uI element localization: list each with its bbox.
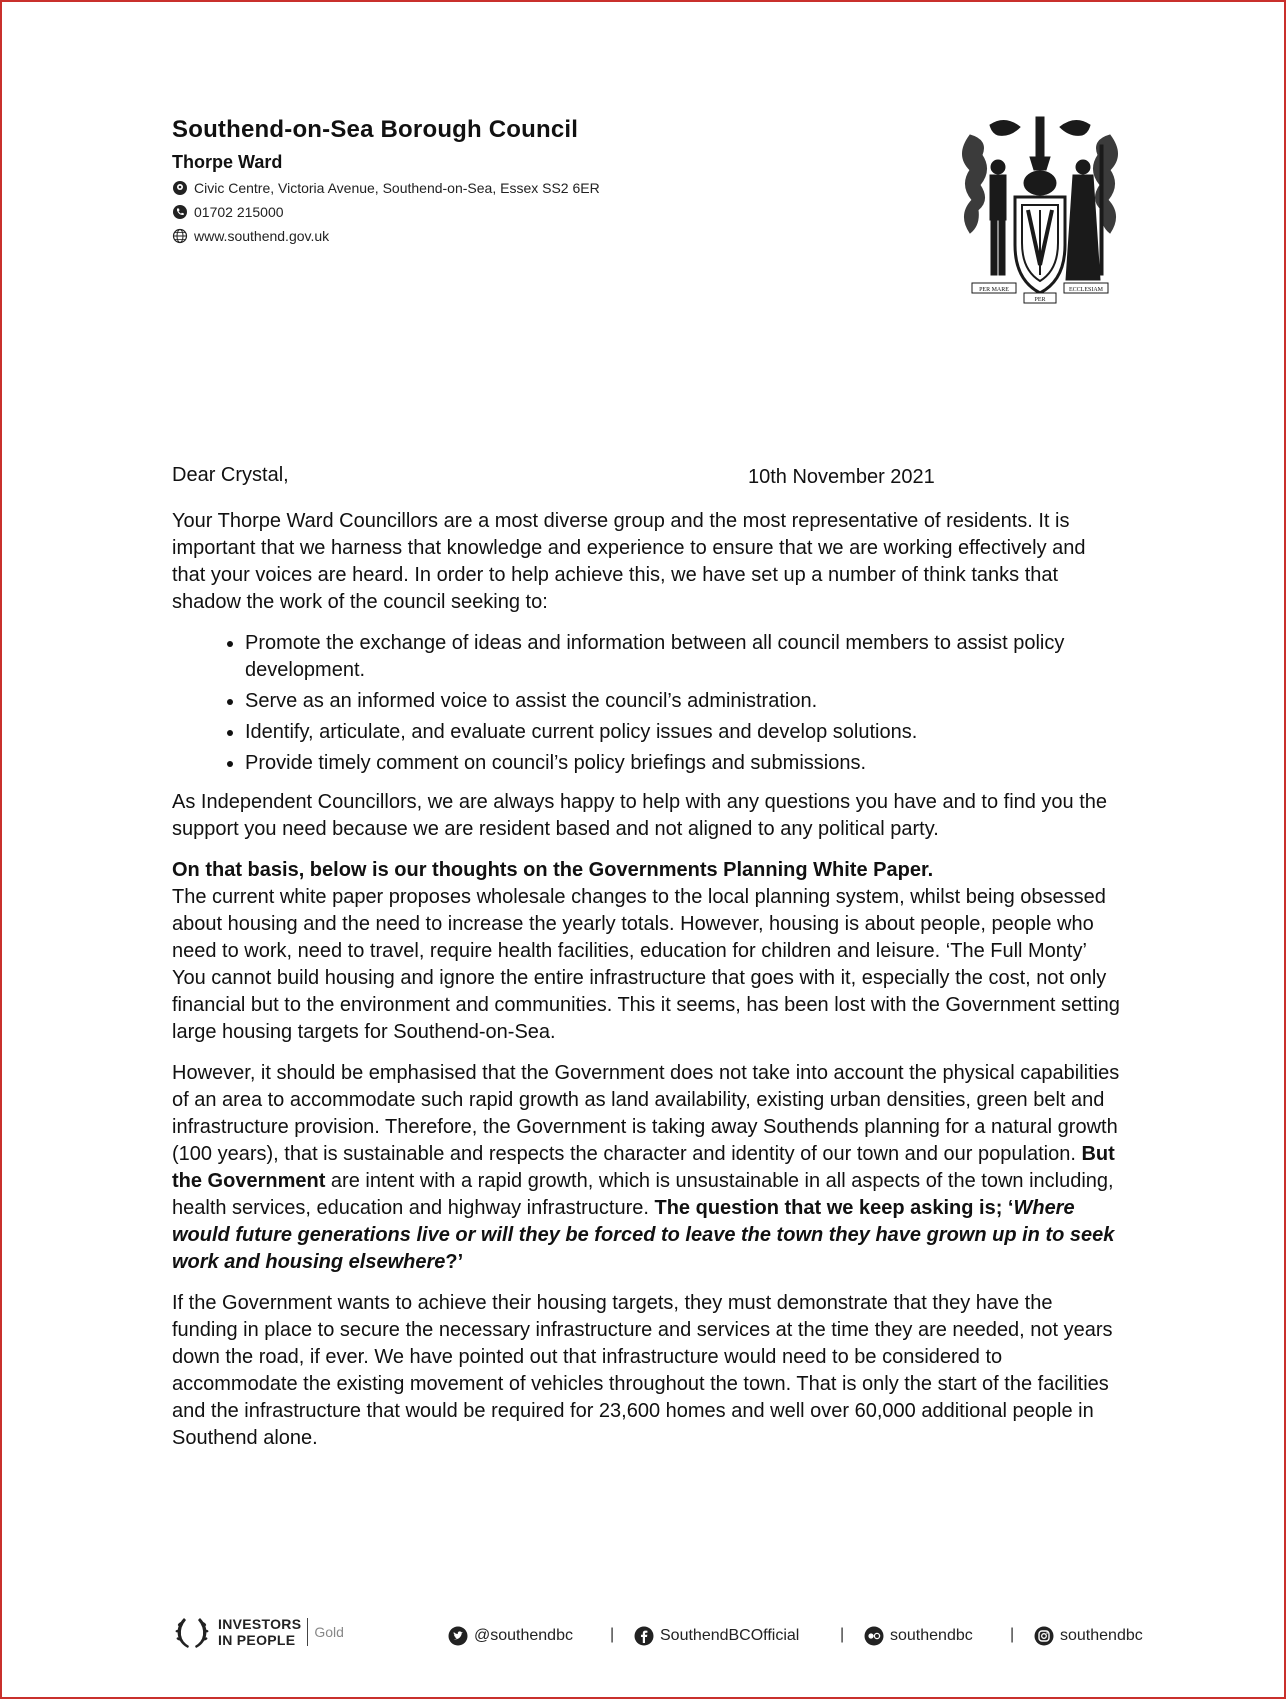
growth-emphasis: But the Government: [172, 1143, 1115, 1192]
list-item: • Identify, articulate, and evaluate current policy issues and develop solutions.: [245, 719, 1122, 746]
divider: [307, 1618, 308, 1646]
phone-icon: [172, 204, 188, 220]
list-item: • Promote the exchange of ideas and information between all council members to assist policy development.: [245, 630, 1122, 684]
iip-line-1: INVESTORS: [218, 1616, 302, 1632]
phone-text: 01702 215000: [194, 204, 284, 220]
question-italic: Where would future generations live or will they be forced to leave the town they have grown up in to seek work and housing elsewhere: [172, 1197, 1115, 1273]
location-pin-icon: [172, 180, 188, 196]
list-item: • Provide timely comment on council’s policy briefings and submissions.: [245, 750, 1122, 777]
salutation: Dear Crystal,: [172, 464, 289, 486]
question-end: ?’: [445, 1251, 464, 1273]
separator: |: [610, 1626, 615, 1643]
intro-paragraph: Your Thorpe Ward Councillors are a most diverse group and the most representative of residents. It is important that we harness that knowledge and experience to ensure that we are working effectively and that your voices are heard. In order to help achieve this, we have set up a number of think tanks that shadow the work of the council seeking to:: [172, 510, 1086, 613]
separator: |: [840, 1626, 845, 1643]
motto-part-2: PER: [1034, 297, 1046, 303]
final-paragraph: If the Government wants to achieve their housing targets, they must demonstrate that they have the funding in place to secure the necessary infrastructure and services at the time they are needed, not years down the road, if ever. We have pointed out that infrastructure would need to be considered to accommodate the existing movement of vehicles throughout the town. That is only the start of the facilities and the infrastructure that would be required for 23,600 homes and well over 60,000 additional people in Southend alone.: [172, 1292, 1113, 1449]
website-line: [172, 228, 329, 244]
motto-part-1: PER MARE: [979, 287, 1009, 293]
instagram-link[interactable]: [1034, 1626, 1143, 1646]
list-item: • Serve as an informed voice to assist the council’s administration.: [245, 688, 1122, 715]
flickr-icon: [864, 1626, 884, 1646]
ward-name: Thorpe Ward: [172, 152, 283, 172]
twitter-link[interactable]: [448, 1626, 573, 1646]
independent-paragraph: As Independent Councillors, we are always happy to help with any questions you have and to find you the support you need because we are resident based and not aligned to any political party.: [172, 791, 1108, 840]
address-line: [172, 180, 600, 196]
twitter-icon: [448, 1626, 468, 1646]
flickr-handle: southendbc: [890, 1627, 973, 1644]
facebook-link[interactable]: [634, 1626, 799, 1646]
white-paper-text: The current white paper proposes wholesale changes to the local planning system, whilst being obsessed about housing and the need to increase the yearly totals. However, housing is about people, people who need to work, need to travel, require health facilities, education for children and leisure. ‘The Full Monty’ You cannot build housing and ignore the entire infrastructure that goes with it, especially the cost, not only financial but to the environment and communities. This it seems, has been lost with the Government setting large housing targets for Southend-on-Sea.: [172, 886, 1120, 1043]
question-lead: The question that we keep asking is; ‘: [654, 1197, 1014, 1219]
instagram-handle: southendbc: [1060, 1627, 1143, 1644]
laurel-wreath-icon: [172, 1612, 212, 1652]
goals-list: [172, 630, 1122, 777]
address-text: Civic Centre, Victoria Avenue, Southend-on-Sea, Essex SS2 6ER: [194, 180, 600, 196]
globe-icon: [172, 228, 188, 244]
growth-paragraph: [172, 1060, 1122, 1276]
facebook-handle: SouthendBCOfficial: [660, 1627, 800, 1644]
letter-date: 10th November 2021: [748, 466, 935, 488]
white-paper-paragraph: [172, 857, 1122, 1046]
twitter-handle: @southendbc: [474, 1627, 573, 1644]
website-link[interactable]: www.southend.gov.uk: [194, 228, 330, 244]
letter-body: [172, 508, 1122, 1466]
iip-level: Gold: [314, 1624, 344, 1640]
iip-label: [218, 1616, 301, 1648]
org-name: Southend-on-Sea Borough Council: [172, 116, 579, 143]
instagram-icon: [1034, 1626, 1054, 1646]
facebook-icon: [634, 1626, 654, 1646]
motto-part-3: ECCLESIAM: [1068, 287, 1104, 293]
separator: |: [1010, 1626, 1015, 1643]
white-paper-heading: On that basis, below is our thoughts on the Governments Planning White Paper.: [172, 859, 934, 881]
phone-line: [172, 204, 284, 220]
flickr-link[interactable]: [864, 1626, 973, 1646]
growth-text-2: are intent with a rapid growth, which is unsustainable in all aspects of the town including, health services, education and highway infrastructure.: [172, 1170, 1114, 1219]
coat-of-arms-logo: [950, 115, 1130, 310]
growth-text-1: However, it should be emphasised that the Government does not take into account the physical capabilities of an area to accommodate such rapid growth as land availability, existing urban densities, green belt and infrastructure provision. Therefore, the Government is taking away Southends planning for a natural growth (100 years), that is sustainable and respects the character and identity of our town and our population.: [172, 1062, 1120, 1165]
investors-in-people-badge: [172, 1612, 344, 1652]
iip-line-2: IN PEOPLE: [218, 1632, 296, 1648]
footer: [172, 1612, 1162, 1660]
